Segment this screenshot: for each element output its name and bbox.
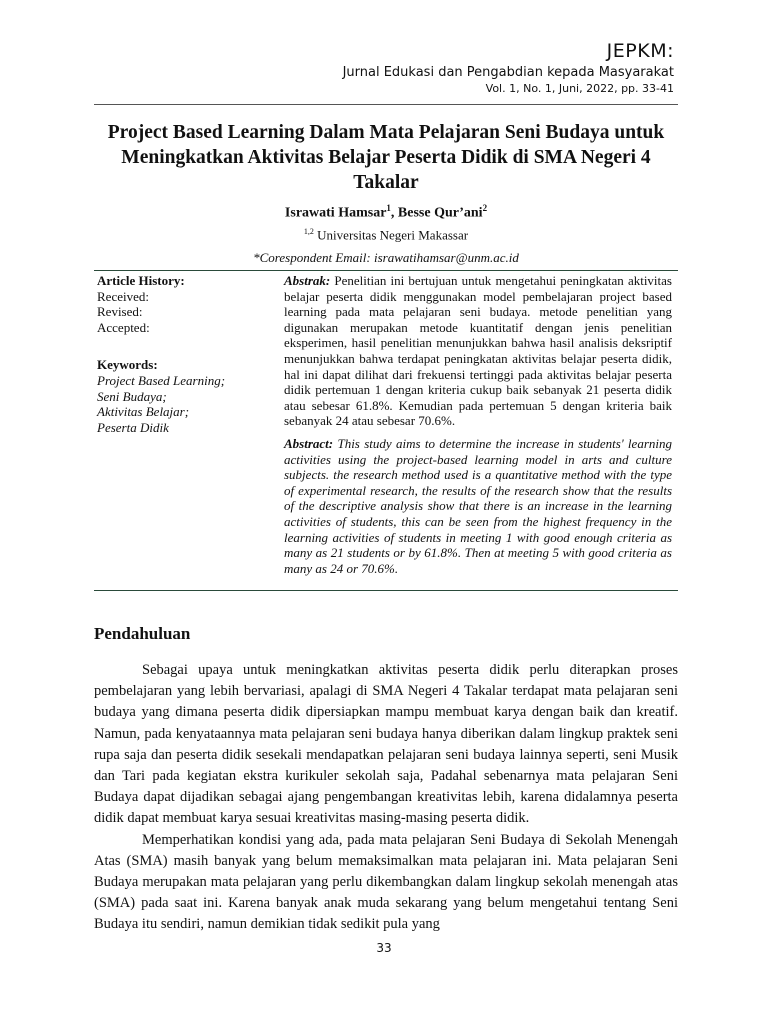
journal-volume: Vol. 1, No. 1, Juni, 2022, pp. 33-41 (485, 82, 674, 95)
keyword-item: Peserta Didik (97, 419, 169, 435)
abstract-en-text: This study aims to determine the increase in students' learning activities using the project-based learning model in arts and culture subjects. the research method used is a quantitative method with the type of experimental research, the results of the research show that the results of the descriptive analysis show that there is an increase in the learning activities of students, this can be seen from the highest frequency in the learning activities of students in meeting 1 with good enough criteria as many as 21 students or by 61.8%. Then at meeting 5 with good criteria as many as 24 or 70.6%. (284, 435, 672, 576)
keyword-item: Aktivitas Belajar; (97, 404, 190, 420)
section-heading: Pendahuluan (94, 624, 191, 643)
paragraph: Sebagai upaya untuk meningkatkan aktivitas peserta didik perlu diterapkan proses pembelajaran yang lebih bervariasi, apalagi di SMA Negeri 4 Takalar terdapat mata pelajaran seni budaya yang dimana peserta didik dipersiapkan mampu membuat karya dengan baik dan kreatif. Namun, pada kenyataannya mata pelajaran seni budaya hanya diberikan dalam lingkup praktek seni rupa saja dan peserta didik sesekali mendapatkan pelajaran seni budaya lainnya seperti, seni Musik dan Tari pada kegiatan ekstra kurikuler sekolah saja, Padahal sebenarnya mata pelajaran Seni Budaya dapat dijadikan sebagai ajang pengembangan kreativitas lebih, karena didalamnya peserta didik dapat membuat karya sesuai kreativitas masing-masing peserta didik. (94, 662, 678, 827)
paragraph: Memperhatikan kondisi yang ada, pada mata pelajaran Seni Budaya di Sekolah Menengah Atas (SMA) masih banyak yang belum memaksimalkan mata pelajaran ini. Mata pelajaran Seni Budaya merupakan mata pelajaran yang perlu dikembangkan dalam lingkup sekolah menengah atas (SMA) pada saat ini. Karena banyak anak muda sekarang yang belum mengetahui tentang Seni Budaya itu sendiri, namun demikian tidak sedikit pula yang (94, 831, 678, 933)
author-line (94, 203, 678, 222)
abstract-indonesian (284, 273, 672, 429)
article-info-column (97, 273, 277, 435)
abstract-column (284, 273, 672, 576)
abstract-en-label: Abstract: (284, 435, 334, 451)
page-number: 33 (376, 941, 392, 955)
author-2-sup: 2 (482, 203, 488, 213)
affiliation (94, 227, 678, 243)
history-accepted: Accepted: (97, 319, 150, 335)
journal-header (343, 40, 674, 96)
author-1: Israwati Hamsar (284, 205, 387, 221)
history-revised: Revised: (97, 304, 143, 320)
author-2: Besse Qur’ani (397, 205, 483, 221)
affiliation-name: Universitas Negeri Makassar (313, 227, 469, 243)
abstract-id-text: Penelitian ini bertujuan untuk mengetahui peningkatan aktivitas belajar peserta didik menggunakan model pembelajaran project based learning pada mata pelajaran seni budaya. metode penelitian yang digunakan merupakan metode kuantitatif dengan jenis penelitian eksperimen, hasil penelitian menunjukkan bahwa hasil analisis deksriptif menunjukkan bahwa terdapat peningkatan aktivitas belajar peserta didik, hal ini dapat dilihat dari frekuensi tertinggi pada aktivitas belajar peserta didik pertemuan 1 dengan kriteria cukup baik sebanyak 21 peserta didik atau sebesar 61.8%. Kemudian pada pertemuan 5 dengan kriteria baik sebanyak 24 atau sebesar 70.6%. (284, 273, 672, 429)
journal-name: JEPKM: (606, 40, 674, 62)
affiliation-sup: 1,2 (303, 227, 314, 236)
keywords-block (97, 357, 277, 435)
abstract-english (284, 436, 672, 576)
keywords-heading: Keywords: (97, 357, 158, 373)
abstract-bottom-divider (94, 590, 678, 591)
keyword-item: Seni Budaya; (97, 388, 167, 404)
correspondent-email[interactable]: *Corespondent Email: israwatihamsar@unm.ac.id (253, 250, 519, 265)
abstract-top-divider (94, 270, 678, 271)
history-received: Received: (97, 288, 149, 304)
article-title: Project Based Learning Dalam Mata Pelajaran Seni Budaya untuk Meningkatkan Aktivitas Belajar Peserta Didik di SMA Negeri 4 Takalar (107, 122, 665, 193)
history-heading: Article History: (97, 273, 185, 288)
header-divider (94, 104, 678, 105)
keyword-item: Project Based Learning; (97, 372, 226, 388)
author-separator: , (390, 205, 398, 221)
journal-full-name: Jurnal Edukasi dan Pengabdian kepada Masyarakat (342, 64, 674, 80)
section-body (94, 660, 678, 936)
abstract-id-label: Abstrak: (284, 273, 331, 288)
author-1-sup: 1 (386, 203, 391, 213)
